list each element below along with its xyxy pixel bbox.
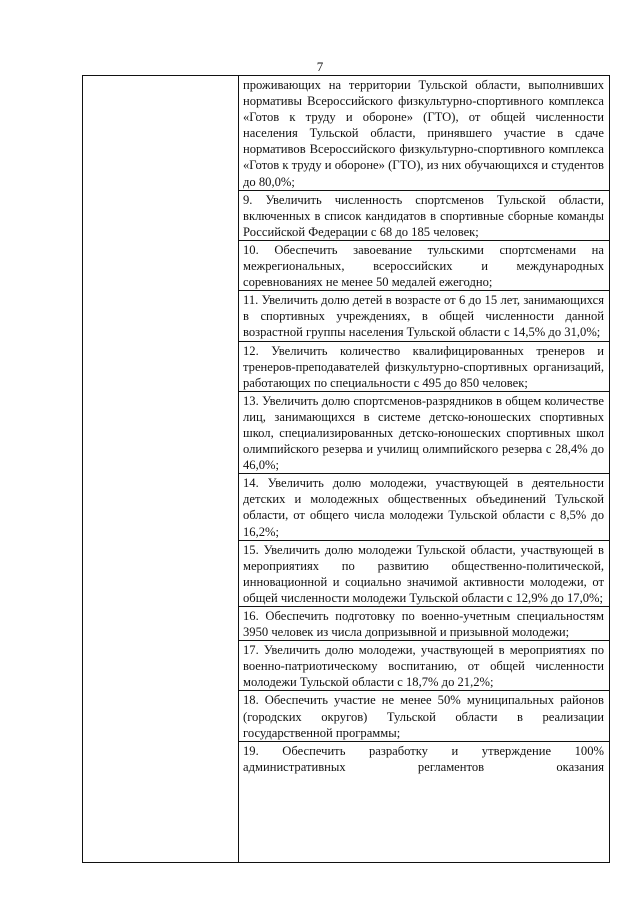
list-item: проживающих на территории Тульской области, выполнивших нормативы Всероссийского физкультурно-спортивного комплекса «Готов к труду и обороне» (ГТО), от общей численности населения Тульской области, принявшего участие в сдаче нормативов Всероссийского физкультурно-спортивного комплекса «Готов к труду и обороне» (ГТО), из них обучающихся и студентов до 80,0%; [239, 76, 609, 191]
list-item: 16. Обеспечить подготовку по военно-учетным специальностям 3950 человек из числа допризывной и призывной молодежи; [239, 607, 609, 641]
list-item: 18. Обеспечить участие не менее 50% муниципальных районов (городских округов) Тульской области в реализации государственной программы; [239, 691, 609, 741]
table-right-column [239, 76, 609, 862]
list-item: 19. Обеспечить разработку и утверждение 100% административных регламентов оказания [243, 743, 604, 774]
table-left-column [83, 76, 239, 862]
list-item: 12. Увеличить количество квалифицированных тренеров и тренеров-преподавателей физкультурно-спортивных организаций, работающих по специальности с 495 до 850 человек; [239, 342, 609, 392]
program-table [82, 75, 610, 863]
list-item: 13. Увеличить долю спортсменов-разрядников в общем количестве лиц, занимающихся в системе детско-юношеских спортивных школ, специализированных детско-юношеских спортивных школ олимпийского резерва и училищ олимпийского резерва с 28,4% до 46,0%; [239, 392, 609, 474]
list-item: 17. Увеличить долю молодежи, участвующей в мероприятиях по военно-патриотическому воспитанию, от общей численности молодежи Тульской области с 18,7% до 21,2%; [239, 641, 609, 691]
page-number: 7 [316, 59, 324, 74]
list-item: 9. Увеличить численность спортсменов Тульской области, включенных в список кандидатов в спортивные сборные команды Российской Федерации с 68 до 185 человек; [239, 191, 609, 241]
list-item: 11. Увеличить долю детей в возрасте от 6 до 15 лет, занимающихся в спортивных учреждениях, в общей численности данной возрастной группы населения Тульской области с 14,5% до 31,0%; [239, 291, 609, 341]
list-item: 14. Увеличить долю молодежи, участвующей в деятельности детских и молодежных общественных объединений Тульской области, от общего числа молодежи Тульской области с 8,5% до 16,2%; [239, 474, 609, 540]
list-item: 10. Обеспечить завоевание тульскими спортсменами на межрегиональных, всероссийских и международных соревнованиях не менее 50 медалей ежегодно; [239, 241, 609, 291]
list-item: 15. Увеличить долю молодежи Тульской области, участвующей в мероприятиях по развитию общественно-политической, инновационной и социально значимой активности молодежи, от общей численности молодежи Тульской области с 12,9% до 17,0%; [239, 541, 609, 607]
